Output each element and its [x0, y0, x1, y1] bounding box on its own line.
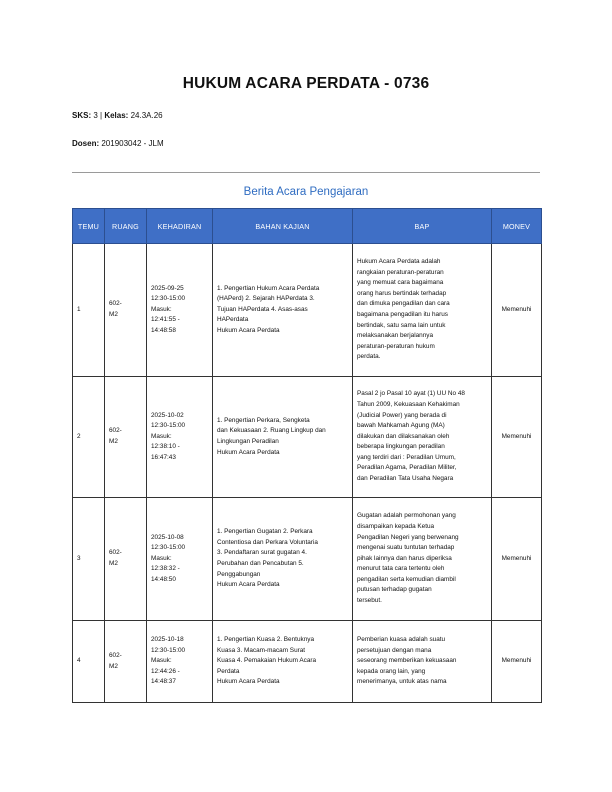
dosen-value: 201903042 - JLM: [99, 139, 164, 148]
cell-bahan-kajian: 1. Pengertian Perkara, Sengketa dan Kekuasaan 2. Ruang Lingkup dan Lingkungan Peradilan Hukum Acara Perdata: [213, 377, 353, 498]
cell-bahan-kajian: 1. Pengertian Kuasa 2. Bentuknya Kuasa 3. Macam-macam Surat Kuasa 4. Pemakaian Hukum Acara Perdata Hukum Acara Perdata: [213, 621, 353, 703]
cell-temu: 3: [73, 498, 105, 621]
dosen-label: Dosen:: [72, 139, 100, 148]
table-row: [73, 498, 542, 621]
cell-kehadiran: 2025-10-08 12:30-15:00 Masuk: 12:38:32 - 14:48:50: [147, 498, 213, 621]
cell-bahan-kajian: 1. Pengertian Gugatan 2. Perkara Contentiosa dan Perkara Voluntaria 3. Pendaftaran surat gugatan 4. Perubahan dan Pencabutan 5. Penggabungan Hukum Acara Perdata: [213, 498, 353, 621]
cell-bap: Pasal 2 jo Pasal 10 ayat (1) UU No 48 Tahun 2009, Kekuasaan Kehakiman (Judicial Power) yang berada di bawah Mahkamah Agung (MA) dilakukan dan dilaksanakan oleh beberapa lingkungan peradilan yang terdiri dari : Peradilan Umum, Peradilan Agama, Peradilan Militer, dan Peradilan Tata Usaha Negara: [353, 377, 492, 498]
header-kehadiran: KEHADIRAN: [147, 209, 213, 244]
section-title: Berita Acara Pengajaran: [243, 186, 369, 198]
cell-ruang: 602- M2: [105, 244, 147, 377]
cell-temu: 1: [73, 244, 105, 377]
teaching-record-table: [72, 208, 542, 703]
header-monev: MONEV: [492, 209, 542, 244]
kelas-label: Kelas:: [104, 111, 129, 120]
header-bahan-kajian: BAHAN KAJIAN: [213, 209, 353, 244]
cell-bap: Pemberian kuasa adalah suatu persetujuan dengan mana seseorang memberikan kekuasaan kepada orang lain, yang menerimanya, untuk atas nama: [353, 621, 492, 703]
cell-temu: 2: [73, 377, 105, 498]
table-row: [73, 621, 542, 703]
cell-ruang: 602- M2: [105, 377, 147, 498]
cell-kehadiran: 2025-09-25 12:30-15:00 Masuk: 12:41:55 - 14:48:58: [147, 244, 213, 377]
header-ruang: RUANG: [105, 209, 147, 244]
cell-ruang: 602- M2: [105, 498, 147, 621]
kelas-value: 24.3A.26: [128, 111, 163, 120]
document-title: HUKUM ACARA PERDATA - 0736: [182, 75, 430, 92]
table-header-row: [73, 209, 542, 244]
cell-bahan-kajian: 1. Pengertian Hukum Acara Perdata (HAPerd) 2. Sejarah HAPerdata 3. Tujuan HAPerdata 4. Asas-asas HAPerdata Hukum Acara Perdata: [213, 244, 353, 377]
sks-value: 3 |: [91, 111, 105, 120]
header-bap: BAP: [353, 209, 492, 244]
cell-monev: Memenuhi: [492, 621, 542, 703]
horizontal-divider: [72, 172, 540, 173]
lecturer-line: [72, 139, 164, 148]
cell-bap: Gugatan adalah permohonan yang disampaikan kepada Ketua Pengadilan Negeri yang berwenang mengenai suatu tuntutan terhadap pihak lainnya dan harus diperiksa menurut tata cara tertentu oleh pengadilan serta kemudian diambil putusan terhadap gugatan tersebut.: [353, 498, 492, 621]
cell-temu: 4: [73, 621, 105, 703]
table-row: [73, 377, 542, 498]
table-row: [73, 244, 542, 377]
header-temu: TEMU: [73, 209, 105, 244]
cell-ruang: 602- M2: [105, 621, 147, 703]
cell-monev: Memenuhi: [492, 498, 542, 621]
cell-bap: Hukum Acara Perdata adalah rangkaian peraturan-peraturan yang memuat cara bagaimana orang harus bertindak terhadap dan dimuka pengadilan dan cara bagaimana pengadilan itu harus bertindak, satu sama lain untuk melaksanakan berjalannya peraturan-peraturan hukum perdata.: [353, 244, 492, 377]
cell-kehadiran: 2025-10-02 12:30-15:00 Masuk: 12:38:10 - 16:47:43: [147, 377, 213, 498]
cell-kehadiran: 2025-10-18 12:30-15:00 Masuk: 12:44:26 - 14:48:37: [147, 621, 213, 703]
cell-monev: Memenuhi: [492, 377, 542, 498]
course-meta-line: [72, 111, 163, 120]
cell-monev: Memenuhi: [492, 244, 542, 377]
sks-label: SKS:: [72, 111, 92, 120]
